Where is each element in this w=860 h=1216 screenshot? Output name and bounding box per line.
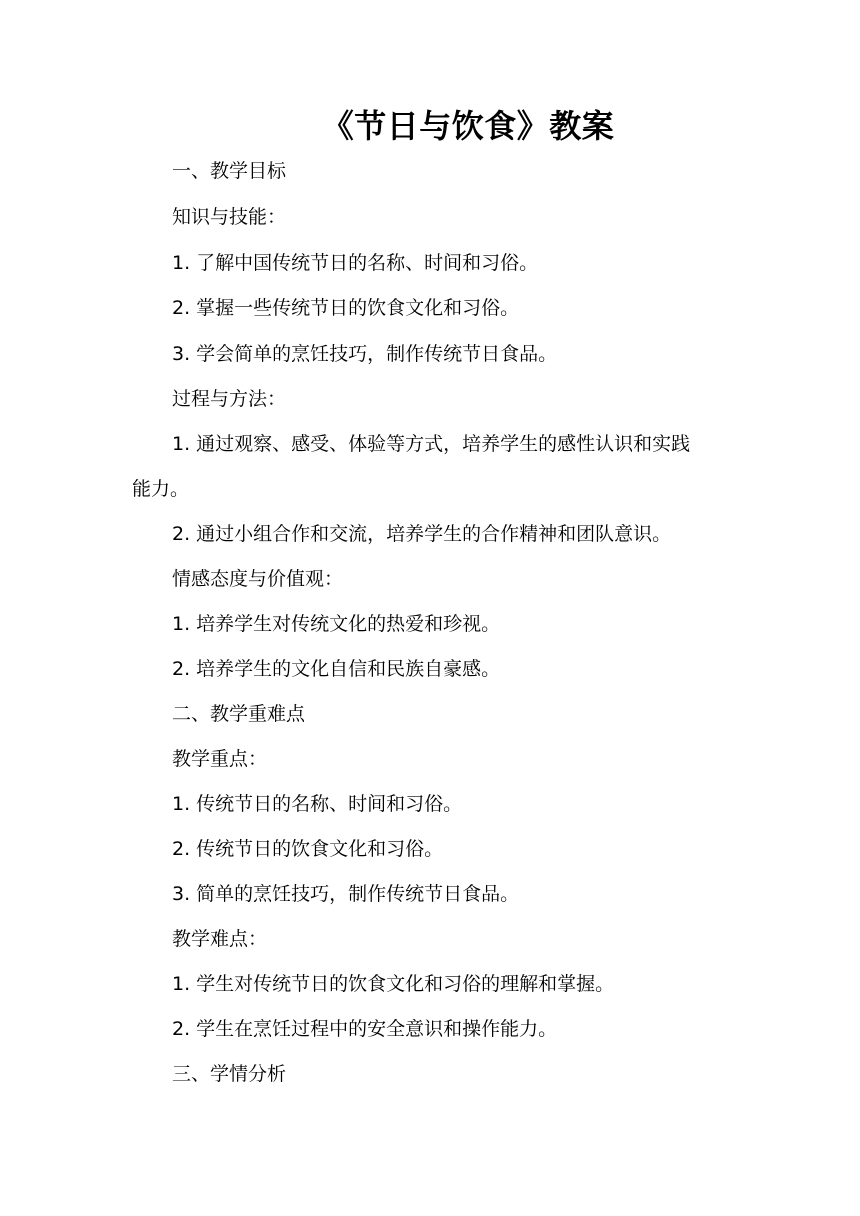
subheading-attitudes-values: 情感态度与价值观： bbox=[172, 568, 344, 590]
subheading-knowledge-skills: 知识与技能： bbox=[172, 206, 287, 228]
list-item: 1. 通过观察、感受、体验等方式，培养学生的感性认识和实践 bbox=[172, 433, 691, 455]
list-item: 2. 学生在烹饪过程中的安全意识和操作能力。 bbox=[172, 1018, 558, 1040]
list-item-continuation: 能力。 bbox=[132, 478, 190, 500]
list-item: 2. 培养学生的文化自信和民族自豪感。 bbox=[172, 658, 501, 680]
list-item: 1. 培养学生对传统文化的热爱和珍视。 bbox=[172, 613, 501, 635]
list-item: 2. 通过小组合作和交流，培养学生的合作精神和团队意识。 bbox=[172, 523, 672, 545]
list-item: 1. 了解中国传统节日的名称、时间和习俗。 bbox=[172, 252, 539, 274]
list-item: 3. 简单的烹饪技巧，制作传统节日食品。 bbox=[172, 883, 520, 905]
subheading-key-points: 教学重点： bbox=[172, 748, 268, 770]
list-item: 2. 掌握一些传统节日的饮食文化和习俗。 bbox=[172, 297, 520, 319]
subheading-process-methods: 过程与方法： bbox=[172, 388, 287, 410]
list-item: 2. 传统节日的饮食文化和习俗。 bbox=[172, 838, 444, 860]
list-item: 1. 学生对传统节日的饮食文化和习俗的理解和掌握。 bbox=[172, 973, 615, 995]
list-item: 1. 传统节日的名称、时间和习俗。 bbox=[172, 793, 463, 815]
subheading-difficult-points: 教学难点： bbox=[172, 928, 268, 950]
section-heading-key-difficult-points: 二、教学重难点 bbox=[172, 703, 306, 725]
document-title: 《节日与饮食》教案 bbox=[321, 107, 615, 145]
section-heading-objectives: 一、教学目标 bbox=[172, 160, 287, 182]
section-heading-student-analysis: 三、学情分析 bbox=[172, 1063, 287, 1085]
list-item: 3. 学会简单的烹饪技巧，制作传统节日食品。 bbox=[172, 343, 558, 365]
